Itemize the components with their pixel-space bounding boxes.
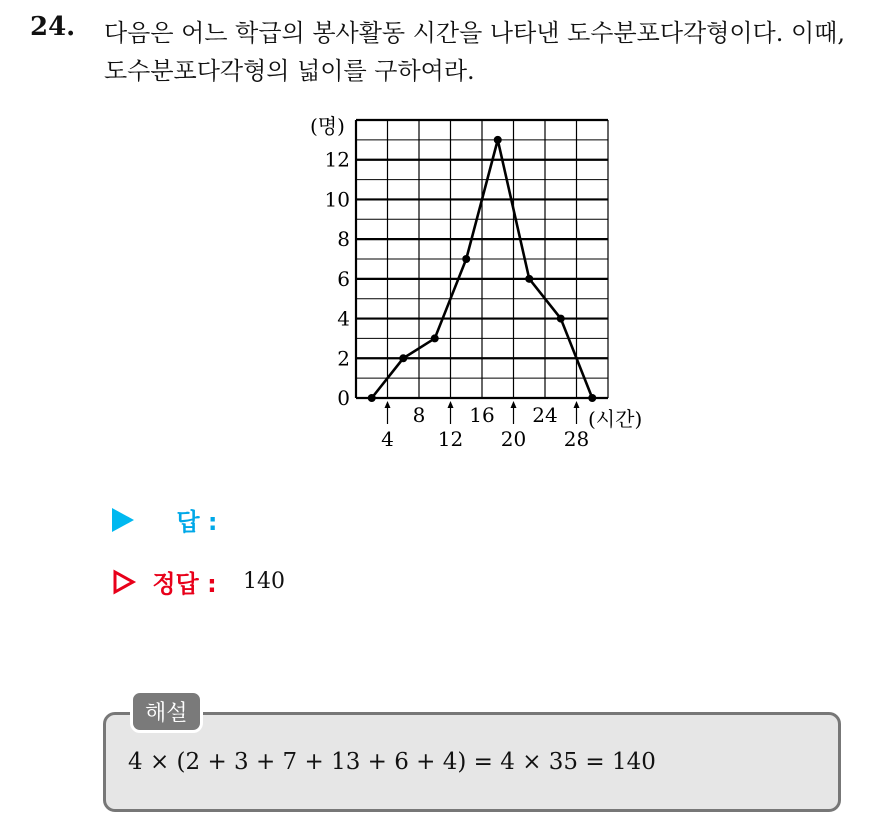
x-tick-label: 12 [437, 427, 464, 451]
y-tick-label: 0 [337, 386, 350, 410]
frequency-polygon-chart [310, 108, 680, 458]
correct-answer-row [112, 564, 285, 599]
y-tick-label: 2 [337, 346, 350, 371]
y-tick-label: 12 [324, 147, 350, 172]
x-tick-label: 20 [500, 427, 527, 451]
question-text: 다음은 어느 학급의 봉사활동 시간을 나타낸 도수분포다각형이다. 이때, 도수분포다각형의 넓이를 구하여라. [104, 19, 845, 85]
tick-arrow-head [574, 401, 580, 408]
y-tick-label: 6 [337, 266, 350, 291]
data-point [494, 136, 502, 144]
outline-triangle-icon [112, 570, 136, 594]
data-point [525, 275, 533, 283]
tick-arrow-head [385, 401, 391, 408]
solution-tag: 해설 [130, 690, 203, 733]
data-point [399, 354, 407, 362]
x-tick-label: 4 [381, 427, 394, 451]
data-point [588, 394, 596, 402]
x-tick-label: 24 [532, 403, 558, 427]
y-tick-label: 8 [337, 227, 350, 252]
tick-arrow-head [511, 401, 517, 408]
solution-text: 4 × (2 + 3 + 7 + 13 + 6 + 4) = 4 × 35 = 140 [128, 749, 656, 775]
question-number: 24. [30, 12, 76, 42]
answer-label: 답 : [176, 508, 218, 536]
chart-grid [356, 120, 608, 398]
correct-answer-label: 정답 : [152, 570, 217, 598]
data-point [431, 334, 439, 342]
x-axis-label: (시간) [588, 407, 643, 431]
y-axis-label: (명) [310, 114, 345, 138]
y-tick-label: 10 [324, 187, 350, 212]
y-tick-label: 4 [337, 306, 350, 331]
x-tick-label: 8 [412, 403, 426, 427]
play-icon [112, 508, 134, 532]
x-tick-label: 16 [469, 403, 495, 427]
data-point [462, 255, 470, 263]
tick-arrow-head [448, 401, 454, 408]
data-point [368, 394, 376, 402]
x-tick-label: 28 [563, 427, 590, 451]
correct-answer-value: 140 [243, 569, 286, 594]
solution-box [103, 712, 841, 812]
data-point [557, 315, 565, 323]
answer-row [112, 502, 218, 537]
